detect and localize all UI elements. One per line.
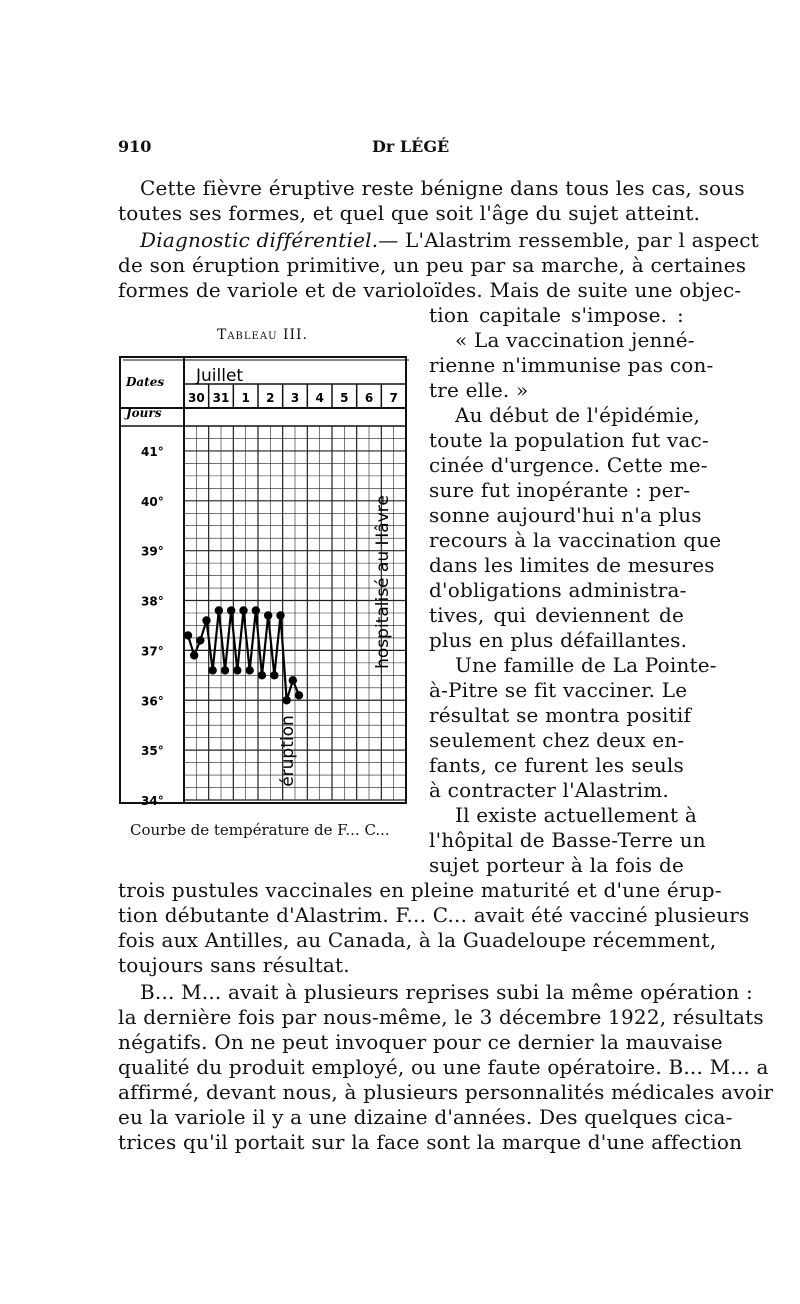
day-label: 4: [315, 391, 324, 405]
y-tick-label: 34°: [141, 794, 164, 808]
figure-caption: Courbe de température de F... C...: [130, 821, 390, 839]
temperature-point: [270, 671, 278, 679]
y-tick-label: 41°: [141, 444, 164, 459]
hospital-annotation: hospitalisé au Hâvre: [373, 495, 393, 669]
text-line: seulement chez deux en-: [429, 728, 685, 752]
month-label: Juillet: [196, 366, 244, 386]
text-line: eu la variole il y a une dizaine d'années. Des quelques cica-: [118, 1105, 733, 1129]
temperature-point: [221, 666, 229, 674]
text-line: trois pustules vaccinales en pleine maturité et d'une érup-: [118, 878, 722, 902]
text-line: sure fut inopérante : per-: [429, 478, 691, 502]
temperature-point: [239, 606, 247, 614]
text-line: Une famille de La Pointe-: [455, 653, 717, 677]
dates-label: Dates: [126, 375, 165, 389]
day-labels: [188, 391, 398, 405]
text-line: affirmé, devant nous, à plusieurs personnalités médicales avoir: [118, 1080, 774, 1104]
chart-frame: [120, 357, 409, 803]
day-label: 3: [290, 391, 300, 405]
text-line: qualité du produit employé, ou une faute opératoire. B... M... a: [118, 1055, 769, 1079]
text-line: trices qu'il portait sur la face sont la marque d'une affection: [118, 1130, 743, 1154]
text-line: résultat se montra positif: [429, 703, 692, 727]
jours-label: Jours: [126, 406, 162, 420]
text-line: d'obligations administra-: [429, 578, 687, 602]
temperature-point: [215, 606, 223, 614]
temperature-point: [264, 611, 272, 619]
day-label: 2: [266, 391, 275, 405]
temperature-point: [252, 606, 260, 614]
text-line: B... M... avait à plusieurs reprises subi la même opération :: [140, 980, 753, 1004]
chart-border: [120, 357, 406, 803]
text-line: recours à la vaccination que: [429, 528, 722, 552]
text-line: sujet porteur à la fois de: [429, 853, 684, 877]
eruption-annotation: éruption: [278, 715, 298, 787]
text-line: Il existe actuellement à: [455, 803, 697, 827]
text-line: rienne n'immunise pas con-: [429, 353, 714, 377]
text-line: l'hôpital de Basse-Terre un: [429, 828, 706, 852]
y-tick-label: 37°: [141, 644, 164, 659]
day-label: 6: [364, 391, 374, 405]
text-line: fants, ce furent les seuls: [429, 753, 684, 777]
text-line: négatifs. On ne peut invoquer pour ce dernier la mauvaise: [118, 1030, 723, 1054]
y-tick-label: 40°: [141, 494, 164, 509]
text-line: toutes ses formes, et quel que soit l'âge du sujet atteint.: [118, 201, 701, 225]
text-line: formes de variole et de varioloïdes. Mais de suite une objec-: [118, 278, 742, 302]
temperature-point: [184, 631, 192, 639]
text-line: Cette fièvre éruptive reste bénigne dans tous les cas, sous: [140, 176, 745, 200]
text-line: dans les limites de mesures: [429, 553, 715, 577]
day-label: 31: [212, 391, 230, 405]
day-label: 30: [187, 391, 205, 405]
text-line: plus en plus défaillantes.: [429, 628, 688, 652]
text-line: tre elle. »: [429, 378, 529, 402]
temperature-point: [295, 691, 303, 699]
y-tick-labels: [141, 445, 164, 808]
temperature-point: [196, 636, 204, 644]
temperature-point: [282, 696, 290, 704]
temperature-point: [227, 606, 235, 614]
y-tick-label: 35°: [141, 744, 164, 759]
temperature-point: [190, 651, 198, 659]
text-line: « La vaccination jenné-: [455, 328, 695, 352]
y-tick-label: 38°: [141, 594, 164, 609]
text-line: la dernière fois par nous-même, le 3 décembre 1922, résultats: [118, 1005, 764, 1029]
temperature-point: [258, 671, 266, 679]
temperature-point: [289, 676, 297, 684]
text-line: tion débutante d'Alastrim. F... C... avait été vacciné plusieurs: [118, 903, 750, 927]
text-line: à-Pitre se fit vacciner. Le: [429, 678, 688, 702]
temperature-point: [202, 616, 210, 624]
text-line: de son éruption primitive, un peu par sa marche, à certaines: [118, 253, 747, 277]
text-line: cinée d'urgence. Cette me-: [429, 453, 708, 477]
running-header-author: Dr LÉGÉ: [372, 137, 450, 156]
temperature-point: [245, 666, 253, 674]
day-label: 1: [241, 391, 250, 405]
temperature-point: [208, 666, 216, 674]
text-line: toujours sans résultat.: [118, 953, 350, 977]
text-line: à contracter l'Alastrim.: [429, 778, 669, 802]
text-line: Au début de l'épidémie,: [455, 403, 701, 427]
text-line: fois aux Antilles, au Canada, à la Guadeloupe récemment,: [118, 928, 717, 952]
temperature-curve: [184, 606, 303, 704]
y-tick-label: 39°: [141, 544, 164, 559]
temperature-point: [233, 666, 241, 674]
temperature-point: [276, 611, 284, 619]
y-tick-label: 36°: [141, 694, 164, 709]
text-span: — L'Alastrim ressemble, par l aspect: [378, 228, 759, 252]
figure-label: Tableau III.: [217, 327, 308, 343]
text-line: tives, qui deviennent de: [429, 603, 684, 627]
day-label: 7: [389, 391, 398, 405]
text-line: toute la population fut vac-: [429, 428, 709, 452]
page-number: 910: [118, 137, 152, 156]
text-line: tion capitale s'impose. :: [429, 303, 684, 327]
section-title: Diagnostic différentiel.: [140, 228, 379, 252]
text-line: sonne aujourd'hui n'a plus: [429, 503, 702, 527]
day-label: 5: [340, 391, 349, 405]
